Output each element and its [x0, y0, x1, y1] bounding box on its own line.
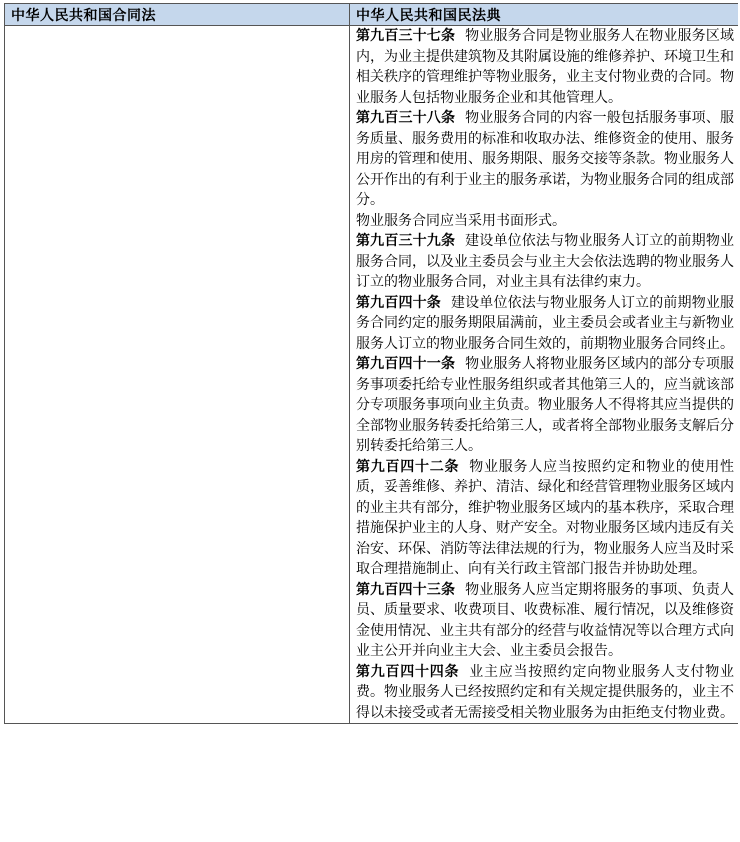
- law-comparison-table: [4, 3, 738, 724]
- article-number: 第九百四十条: [356, 294, 441, 311]
- article-number: 第九百四十一条: [356, 356, 456, 372]
- article-number: 第九百四十三条: [356, 581, 456, 598]
- article-paragraph: [356, 580, 734, 662]
- law-comparison-sheet: [4, 3, 738, 842]
- civil-code-cell: [350, 26, 739, 724]
- article-text: 物业服务合同的内容一般包括服务事项、服务质量、服务费用的标准和收取办法、维修资金的使用、服务用房的管理和使用、服务期限、服务交接等条款。物业服务人公开作出的有利于业主的服务承诺，为物业服务合同的组成部分。: [356, 110, 735, 208]
- article-text: 建设单位依法与物业服务人订立的前期物业服务合同，以及业主委员会与业主大会依法选聘的物业服务人订立的物业服务合同，对业主具有法律约束力。: [356, 233, 735, 290]
- article-text: 物业服务人应当定期将服务的事项、负责人员、质量要求、收费项目、收费标准、履行情况，以及维修资金使用情况、业主共有部分的经营与收益情况等以合理方式向业主公开并向业主大会、业主委员会报告。: [356, 581, 735, 659]
- article-text: 物业服务合同应当采用书面形式。: [356, 212, 566, 229]
- article-text: 业主应当按照约定向物业服务人支付物业费。物业服务人已经按照约定和有关规定提供服务的，业主不得以未接受或者无需接受相关物业服务为由拒绝支付物业费。: [356, 663, 734, 721]
- header-civil-code: 中华人民共和国民法典: [350, 4, 739, 26]
- article-paragraph: [356, 211, 734, 232]
- article-number: 第九百四十四条: [356, 663, 460, 680]
- civil-code-articles: [350, 26, 738, 723]
- article-paragraph: [356, 26, 734, 108]
- article-number: 第九百三十九条: [356, 233, 456, 249]
- header-contract-law: 中华人民共和国合同法: [5, 4, 350, 26]
- article-paragraph: [356, 293, 734, 355]
- article-text: 物业服务人应当按照约定和物业的使用性质，妥善维修、养护、清洁、绿化和经营管理物业服务区域内的业主共有部分，维护物业服务区域内的基本秩序，采取合理措施保护业主的人身、财产安全。对物业服务区域内违反有关治安、环保、消防等法律法规的行为，物业服务人应当及时采取合理措施制止、向有关行政主管部门报告并协助处理。: [356, 458, 734, 577]
- article-number: 第九百三十七条: [356, 28, 456, 44]
- article-paragraph: [356, 662, 734, 724]
- article-text: 建设单位依法与物业服务人订立的前期物业服务合同约定的服务期限届满前，业主委员会或者业主与新物业服务人订立的物业服务合同生效的，前期物业服务合同终止。: [356, 294, 735, 352]
- header-row: [5, 4, 739, 26]
- article-paragraph: [356, 231, 734, 293]
- contract-law-cell: [5, 26, 350, 724]
- article-text: 物业服务人将物业服务区域内的部分专项服务事项委托给专业性服务组织或者其他第三人的，应当就该部分专项服务事项向业主负责。物业服务人不得将其应当提供的全部物业服务转委托给第三人，或者将全部物业服务支解后分别转委托给第三人。: [356, 356, 735, 454]
- article-text: 物业服务合同是物业服务人在物业服务区域内，为业主提供建筑物及其附属设施的维修养护、环境卫生和相关秩序的管理维护等物业服务，业主支付物业费的合同。物业服务人包括物业服务企业和其他管理人。: [356, 28, 735, 106]
- article-number: 第九百四十二条: [356, 458, 460, 475]
- article-number: 第九百三十八条: [356, 110, 456, 126]
- content-row: [5, 26, 739, 724]
- article-paragraph: [356, 457, 734, 580]
- article-paragraph: [356, 354, 734, 457]
- article-paragraph: [356, 108, 734, 211]
